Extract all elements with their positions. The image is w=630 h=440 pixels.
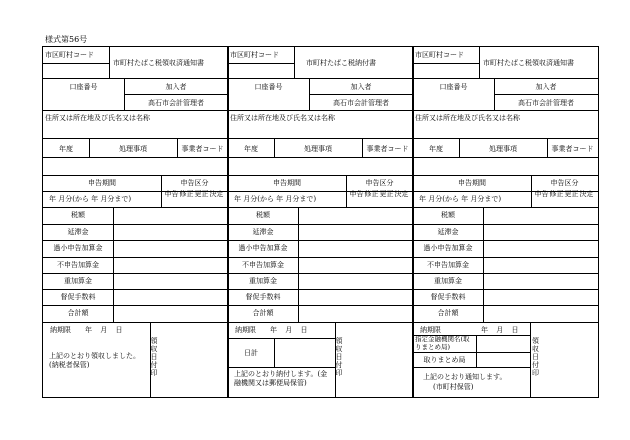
footer-note: 上記のとおり領収しました。(納税者保管)	[49, 352, 140, 369]
filing-type-amended: 修正	[549, 190, 564, 198]
filing-type-amended: 修正	[364, 190, 379, 198]
filing-type-label: 申告区分	[365, 179, 394, 187]
process-item-label: 処理事項	[304, 145, 332, 153]
collecting-office-label: 取りまとめ局	[423, 356, 466, 364]
business-code-label: 事業者コード	[551, 145, 594, 153]
subtotal-label: 日計	[244, 349, 258, 357]
account-number-label: 口座番号	[439, 83, 468, 91]
process-item-label: 処理事項	[119, 145, 147, 153]
year-label: 年度	[59, 145, 73, 153]
filing-type-corrected: 更正	[194, 190, 209, 198]
receipt-stamp-label: 領収日付印	[335, 337, 343, 377]
due-date-label: 納期限	[235, 326, 256, 334]
year-label: 年度	[429, 145, 443, 153]
receipt-notice-panel-municipality	[412, 46, 599, 398]
form-number: 様式第56号	[45, 35, 88, 44]
municipality-code-label: 市区町村コード	[45, 51, 94, 59]
tax-amount-label: 税額	[441, 211, 455, 219]
filing-type-original: 申告	[349, 190, 364, 198]
due-date-format: 年 月 日	[270, 326, 308, 334]
filing-period-label: 申告期間	[273, 179, 301, 187]
filing-period-label: 申告期間	[458, 179, 486, 187]
late-charge-label: 延滞金	[252, 228, 274, 236]
filing-type-determined: 決定	[579, 190, 594, 198]
filing-type-determined: 決定	[394, 190, 409, 198]
address-name-label: 住所又は所在地及び氏名又は名称	[45, 114, 150, 122]
designated-bank-label: 指定金融機関名(取りまとめ局)	[415, 335, 470, 351]
filing-type-determined: 決定	[209, 190, 224, 198]
tax-amount-label: 税額	[71, 211, 85, 219]
total-label: 合計額	[437, 309, 459, 317]
period-range-label: 年 月分(から 年 月分まで)	[234, 195, 317, 203]
account-number-label: 口座番号	[69, 83, 98, 91]
filing-type-label: 申告区分	[550, 179, 579, 187]
form-title: 市町村たばこ税領収済通知書	[483, 59, 574, 67]
period-range-label: 年 月分(から 年 月分まで)	[49, 195, 132, 203]
form-title: 市町村たばこ税領収済通知書	[113, 59, 204, 67]
heavy-penalty-label: 重加算金	[249, 277, 277, 285]
business-code-label: 事業者コード	[181, 145, 224, 153]
due-date-format: 年 月 日	[481, 326, 519, 334]
subscriber-label: 加入者	[350, 83, 372, 91]
due-date-label: 納期限	[50, 326, 71, 334]
demand-fee-label: 督促手数料	[245, 293, 281, 301]
address-name-label: 住所又は所在地及び氏名又は名称	[415, 114, 520, 122]
due-date-label: 納期限	[420, 326, 441, 334]
municipality-code-label: 市区町村コード	[230, 51, 279, 59]
heavy-penalty-label: 重加算金	[64, 277, 92, 285]
filing-period-label: 申告期間	[88, 179, 116, 187]
late-charge-label: 延滞金	[437, 228, 459, 236]
total-label: 合計額	[67, 309, 89, 317]
payment-slip-panel	[227, 46, 414, 398]
filing-type-label: 申告区分	[180, 179, 209, 187]
non-report-penalty-label: 不申告加算金	[242, 261, 284, 269]
address-name-label: 住所又は所在地及び氏名又は名称	[230, 114, 335, 122]
non-report-penalty-label: 不申告加算金	[57, 261, 99, 269]
receipt-notice-panel-taxpayer	[42, 46, 229, 398]
payee-label: 高石市会計管理者	[148, 99, 204, 107]
subscriber-label: 加入者	[535, 83, 557, 91]
heavy-penalty-label: 重加算金	[434, 277, 462, 285]
under-report-penalty-label: 過小申告加算金	[423, 244, 473, 252]
period-range-label: 年 月分(から 年 月分まで)	[419, 195, 502, 203]
payee-label: 高石市会計管理者	[518, 99, 574, 107]
account-number-label: 口座番号	[254, 83, 283, 91]
filing-type-original: 申告	[534, 190, 549, 198]
under-report-penalty-label: 過小申告加算金	[238, 244, 288, 252]
form-title: 市町村たばこ税納付書	[306, 59, 376, 67]
filing-type-amended: 修正	[179, 190, 194, 198]
demand-fee-label: 督促手数料	[60, 293, 96, 301]
receipt-stamp-label: 領収日付印	[532, 337, 539, 377]
filing-type-original: 申告	[164, 190, 179, 198]
filing-type-corrected: 更正	[379, 190, 394, 198]
late-charge-label: 延滞金	[67, 228, 89, 236]
year-label: 年度	[244, 145, 258, 153]
process-item-label: 処理事項	[489, 145, 517, 153]
footer-note-line2: (市町村保管)	[433, 383, 474, 391]
footer-note-line1: 上記のとおり通知します。	[423, 373, 507, 381]
municipality-code-label: 市区町村コード	[415, 51, 464, 59]
subscriber-label: 加入者	[165, 83, 187, 91]
total-label: 合計額	[252, 309, 274, 317]
filing-type-corrected: 更正	[564, 190, 579, 198]
receipt-stamp-label: 領収日付印	[150, 337, 158, 377]
demand-fee-label: 督促手数料	[430, 293, 466, 301]
non-report-penalty-label: 不申告加算金	[427, 261, 469, 269]
payee-label: 高石市会計管理者	[333, 99, 389, 107]
business-code-label: 事業者コード	[366, 145, 409, 153]
under-report-penalty-label: 過小申告加算金	[53, 244, 103, 252]
footer-note: 上記のとおり納付します。(金融機関又は郵便局保管)	[234, 370, 328, 387]
due-date-format: 年 月 日	[85, 326, 123, 334]
tax-amount-label: 税額	[256, 211, 270, 219]
